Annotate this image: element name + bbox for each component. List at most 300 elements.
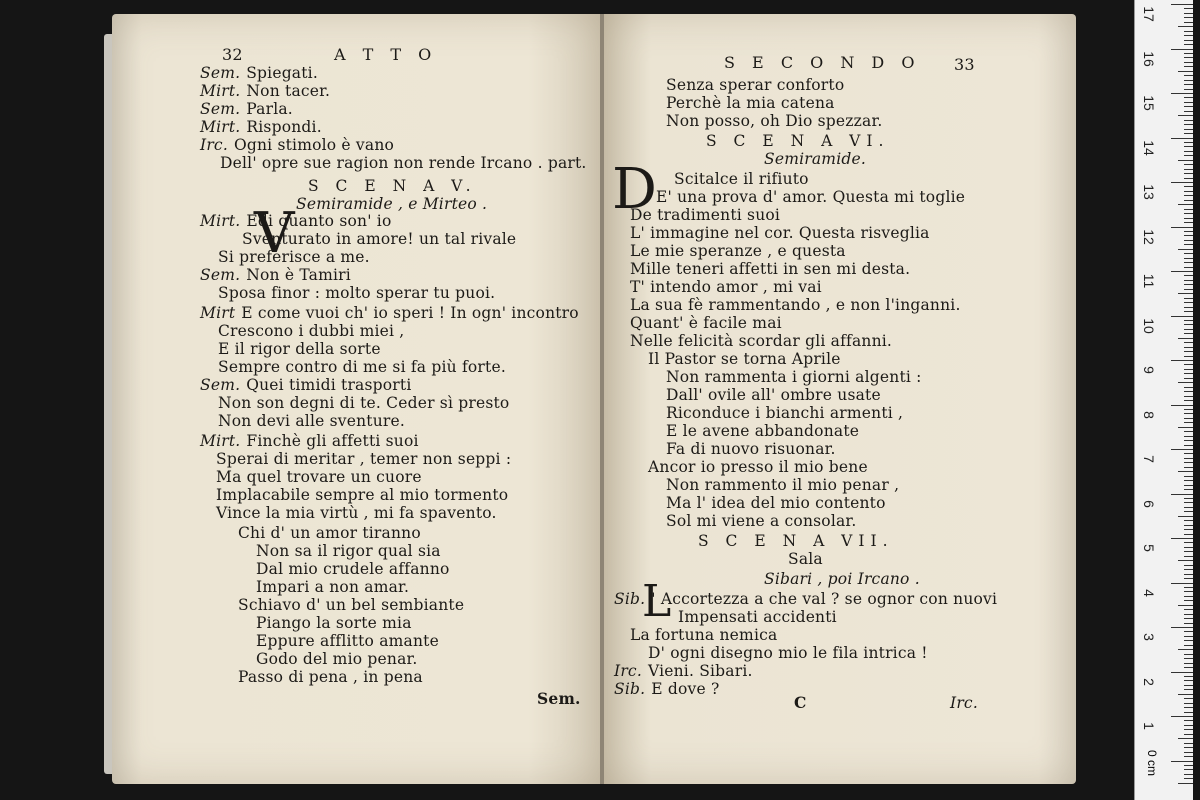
- text-line: [216, 504, 497, 522]
- line-text: De tradimenti suoi: [630, 206, 781, 224]
- line-text: Spiegati.: [246, 64, 318, 82]
- ruler-tick: [1184, 453, 1193, 454]
- ruler-tick: [1178, 427, 1193, 428]
- line-text: Il Pastor se torna Aprile: [648, 350, 841, 368]
- ruler-tick: [1184, 725, 1193, 726]
- text-line: [666, 368, 922, 386]
- ruler-tick: [1184, 84, 1193, 85]
- speaker-label: Sib.: [614, 680, 646, 698]
- line-text: Impari a non amar.: [256, 578, 410, 596]
- speaker-label: Mirt.: [200, 82, 241, 100]
- ruler-label: 2: [1141, 677, 1157, 686]
- ruler-tick: [1184, 600, 1193, 601]
- ruler-tick: [1184, 565, 1193, 566]
- ruler-tick: [1178, 249, 1193, 250]
- line-text: Nelle felicità scordar gli affanni.: [630, 332, 893, 350]
- ruler-label: 5: [1141, 544, 1157, 552]
- line-text: Rispondi.: [246, 118, 322, 136]
- text-line: [256, 650, 418, 668]
- line-text: Non posso, oh Dio spezzar.: [666, 112, 883, 130]
- ruler-tick: [1184, 578, 1193, 579]
- ruler-tick: [1178, 293, 1193, 294]
- ruler-tick: [1184, 525, 1193, 526]
- ruler-tick: [1184, 97, 1193, 98]
- line-text: Senza sperar conforto: [666, 76, 845, 94]
- text-line: [630, 296, 961, 314]
- ruler-tick: [1178, 204, 1193, 205]
- ruler-tick: [1184, 743, 1193, 744]
- ruler-tick: [1171, 583, 1193, 584]
- ruler-tick: [1184, 231, 1193, 232]
- ruler-tick: [1184, 640, 1193, 641]
- ruler-tick: [1184, 244, 1193, 245]
- text-line: [788, 550, 823, 568]
- speaker-label: Sem.: [200, 64, 241, 82]
- ruler-tick: [1184, 218, 1193, 219]
- line-text: Ma l' idea del mio contento: [666, 494, 886, 512]
- text-line: [200, 266, 351, 284]
- ruler-tick: [1184, 200, 1193, 201]
- ruler-tick: [1184, 17, 1193, 18]
- ruler-tick: [1184, 8, 1193, 9]
- text-line: [256, 560, 450, 578]
- ruler-tick: [1184, 53, 1193, 54]
- dropcap-l: L: [642, 576, 672, 627]
- ruler-tick: [1184, 329, 1193, 330]
- ruler-tick: [1184, 320, 1193, 321]
- text-line: [200, 100, 293, 118]
- text-line: [218, 358, 506, 376]
- ruler-tick: [1184, 480, 1193, 481]
- line-text: Non rammenta i giorni algenti :: [666, 368, 922, 386]
- line-text: Crescono i dubbi miei ,: [218, 322, 405, 340]
- ruler-tick: [1184, 178, 1193, 179]
- ruler-tick: [1184, 124, 1193, 125]
- ruler-tick: [1178, 115, 1193, 116]
- ruler-tick: [1171, 93, 1193, 94]
- ruler-tick: [1184, 311, 1193, 312]
- text-line: [200, 432, 419, 450]
- line-text: Ogni stimolo è vano: [233, 136, 395, 154]
- line-text: E il rigor della sorte: [218, 340, 381, 358]
- ruler-tick: [1184, 120, 1193, 121]
- line-text: Fa di nuovo risuonar.: [666, 440, 836, 458]
- line-text: La sua fè rammentando , e non l'inganni.: [630, 296, 961, 314]
- ruler-tick: [1184, 129, 1193, 130]
- ruler-tick: [1184, 262, 1193, 263]
- ruler-tick: [1184, 111, 1193, 112]
- text-line: [630, 332, 892, 350]
- ruler-tick: [1184, 213, 1193, 214]
- ruler-tick: [1184, 778, 1193, 779]
- dropcap-v: V: [254, 201, 295, 266]
- ruler-tick: [1184, 458, 1193, 459]
- ruler-tick: [1184, 685, 1193, 686]
- line-text: Non è Tamiri: [246, 266, 351, 284]
- ruler-tick: [1184, 747, 1193, 748]
- ruler-tick: [1184, 102, 1193, 103]
- ruler-tick: [1184, 654, 1193, 655]
- ruler-tick: [1178, 516, 1193, 517]
- ruler-label: 3: [1141, 633, 1157, 641]
- running-head-right: S E C O N D O: [724, 53, 921, 72]
- line-text: Scitalce il rifiuto: [674, 170, 809, 188]
- text-line: [656, 188, 965, 206]
- ruler-tick: [1171, 494, 1193, 495]
- line-text: E le avene abbandonate: [666, 422, 860, 440]
- line-text: Non tacer.: [246, 82, 331, 100]
- ruler-tick: [1184, 676, 1193, 677]
- ruler-tick: [1184, 587, 1193, 588]
- speaker-label: Irc.: [614, 662, 642, 680]
- ruler-tick: [1184, 289, 1193, 290]
- text-line: [648, 350, 841, 368]
- line-text: Riconduce i bianchi armenti ,: [666, 404, 904, 422]
- running-head-left: A T T O: [334, 45, 438, 64]
- speaker-label: Sem.: [200, 100, 241, 118]
- line-text: Edi quanto son' io: [246, 212, 392, 230]
- text-line: [256, 578, 409, 596]
- ruler-tick: [1184, 502, 1193, 503]
- line-text: Dell' opre sue ragion non rende Ircano . part.: [220, 154, 587, 172]
- ruler-tick: [1178, 338, 1193, 339]
- ruler-tick: [1184, 752, 1193, 753]
- ruler-tick: [1184, 378, 1193, 379]
- ruler-tick: [1184, 645, 1193, 646]
- catchword-left: Sem.: [537, 689, 581, 708]
- ruler-tick: [1184, 507, 1193, 508]
- ruler-tick: [1184, 462, 1193, 463]
- line-text: D' ogni disegno mio le fila intrica !: [648, 644, 928, 662]
- line-text: Le mie speranze , e questa: [630, 242, 846, 260]
- right-page: [604, 14, 1076, 784]
- text-line: [200, 64, 318, 82]
- ruler-tick: [1184, 89, 1193, 90]
- ruler-tick: [1178, 605, 1193, 606]
- ruler-tick: [1184, 142, 1193, 143]
- text-line: [666, 76, 844, 94]
- text-line: [200, 118, 322, 136]
- ruler-tick: [1184, 195, 1193, 196]
- ruler-tick: [1178, 649, 1193, 650]
- ruler-tick: [1184, 164, 1193, 165]
- line-text: Vieni. Sibari.: [647, 662, 753, 680]
- open-book: [112, 14, 1076, 784]
- line-text: Sol mi viene a consolar.: [666, 512, 857, 530]
- ruler-tick: [1184, 569, 1193, 570]
- ruler-tick: [1184, 574, 1193, 575]
- text-line: [764, 570, 920, 588]
- text-line: [216, 468, 422, 486]
- ruler-tick: [1184, 280, 1193, 281]
- ruler-tick: [1184, 689, 1193, 690]
- ruler-tick: [1184, 284, 1193, 285]
- ruler-tick: [1184, 333, 1193, 334]
- text-line: [218, 394, 509, 412]
- ruler-tick: [1178, 471, 1193, 472]
- ruler-tick: [1184, 534, 1193, 535]
- ruler-tick: [1184, 31, 1193, 32]
- text-line: [764, 150, 866, 168]
- line-text: Semiramide.: [764, 150, 866, 168]
- ruler-tick: [1171, 449, 1193, 450]
- ruler-tick: [1184, 667, 1193, 668]
- ruler-tick: [1184, 347, 1193, 348]
- ruler-tick: [1184, 13, 1193, 14]
- ruler-tick: [1184, 302, 1193, 303]
- ruler-tick: [1184, 351, 1193, 352]
- ruler-tick: [1178, 382, 1193, 383]
- line-text: S C E N A VI.: [706, 132, 890, 150]
- ruler-tick: [1184, 409, 1193, 410]
- ruler-tick: [1171, 627, 1193, 628]
- speaker-label: Irc.: [200, 136, 228, 154]
- text-line: [200, 82, 330, 100]
- line-text: Non devi alle sventure.: [218, 412, 405, 430]
- ruler-tick: [1184, 663, 1193, 664]
- ruler-tick: [1184, 765, 1193, 766]
- ruler-tick: [1184, 342, 1193, 343]
- text-line: [308, 177, 477, 195]
- speaker-label: Mirt.: [200, 212, 241, 230]
- line-text: Piango la sorte mia: [256, 614, 412, 632]
- line-text: Sala: [788, 550, 823, 568]
- line-text: Parla.: [246, 100, 293, 118]
- ruler-tick: [1184, 431, 1193, 432]
- ruler-tick: [1184, 191, 1193, 192]
- line-text: Finchè gli affetti suoi: [246, 432, 419, 450]
- ruler-tick: [1171, 138, 1193, 139]
- ruler-tick: [1184, 707, 1193, 708]
- text-line: [630, 242, 846, 260]
- text-line: [698, 532, 894, 550]
- ruler-label: 6: [1141, 499, 1157, 508]
- line-text: E come vuoi ch' io speri ! In ogn' incontro: [241, 304, 579, 322]
- text-line: [256, 632, 439, 650]
- ruler-tick: [1184, 146, 1193, 147]
- ruler-tick: [1171, 716, 1193, 717]
- ruler-tick: [1184, 356, 1193, 357]
- ruler-label: 8: [1141, 410, 1157, 419]
- speaker-label: Sem.: [200, 376, 241, 394]
- text-line: [200, 136, 394, 154]
- ruler-tick: [1184, 712, 1193, 713]
- ruler-label: 9: [1141, 366, 1157, 374]
- text-line: [630, 278, 822, 296]
- line-text: Non rammento il mio penar ,: [666, 476, 900, 494]
- text-line: [218, 340, 381, 358]
- ruler-tick: [1171, 538, 1193, 539]
- speaker-label: Mirt.: [200, 432, 241, 450]
- text-line: [674, 170, 809, 188]
- ruler-tick: [1178, 160, 1193, 161]
- line-text: Sibari , poi Ircano .: [764, 570, 920, 588]
- text-line: [256, 614, 412, 632]
- ruler-tick: [1184, 774, 1193, 775]
- text-line: [220, 154, 587, 172]
- text-line: [666, 422, 859, 440]
- dropcap-d: D: [612, 157, 657, 222]
- ruler-tick: [1184, 489, 1193, 490]
- text-line: [238, 524, 421, 542]
- line-text: Impensati accidenti: [678, 608, 837, 626]
- ruler-tick: [1184, 151, 1193, 152]
- ruler-tick: [1184, 623, 1193, 624]
- speaker-label: Sib.: [614, 590, 646, 608]
- ruler-tick: [1184, 240, 1193, 241]
- ruler-tick: [1184, 485, 1193, 486]
- line-text: Sposa finor : molto sperar tu puoi.: [218, 284, 496, 302]
- line-text: Semiramide , e Mirteo .: [296, 195, 488, 213]
- left-page: [112, 14, 602, 784]
- line-text: Mille teneri affetti in sen mi desta.: [630, 260, 911, 278]
- ruler-tick: [1184, 467, 1193, 468]
- ruler-label: 15: [1141, 95, 1157, 111]
- line-text: Schiavo d' un bel sembiante: [238, 596, 465, 614]
- line-text: Perchè la mia catena: [666, 94, 835, 112]
- text-line: [666, 476, 899, 494]
- ruler-label: 16: [1141, 50, 1157, 67]
- line-text: Si preferisce a me.: [218, 248, 370, 266]
- text-line: [218, 412, 405, 430]
- ruler-tick: [1184, 418, 1193, 419]
- ruler-label: 12: [1141, 228, 1157, 245]
- page-number-left: 32: [222, 45, 243, 64]
- text-line: [666, 386, 881, 404]
- line-text: ' Accortezza a che val ? se ognor con nuovi: [651, 590, 998, 608]
- text-line: [666, 494, 886, 512]
- text-line: [630, 314, 782, 332]
- ruler-tick: [1184, 253, 1193, 254]
- line-text: E dove ?: [651, 680, 720, 698]
- ruler-tick: [1184, 769, 1193, 770]
- ruler-tick: [1184, 155, 1193, 156]
- ruler-tick: [1184, 57, 1193, 58]
- ruler-tick: [1184, 440, 1193, 441]
- ruler-tick: [1184, 756, 1193, 757]
- ruler-tick: [1184, 373, 1193, 374]
- ruler-tick: [1171, 316, 1193, 317]
- text-line: [200, 376, 412, 394]
- line-text: Implacabile sempre al mio tormento: [216, 486, 509, 504]
- ruler-tick: [1184, 609, 1193, 610]
- text-line: [678, 608, 837, 626]
- line-text: Vince la mia virtù , mi fa spavento.: [216, 504, 497, 522]
- text-line: [614, 680, 720, 698]
- ruler-tick: [1184, 729, 1193, 730]
- text-line: [216, 486, 508, 504]
- line-text: La fortuna nemica: [630, 626, 778, 644]
- ruler-tick: [1184, 44, 1193, 45]
- catchword-right: Irc.: [950, 694, 978, 712]
- text-line: [630, 224, 930, 242]
- ruler-tick: [1184, 258, 1193, 259]
- ruler-tick: [1184, 235, 1193, 236]
- ruler-label: 11: [1141, 273, 1157, 289]
- ruler-tick: [1184, 35, 1193, 36]
- ruler-tick: [1184, 209, 1193, 210]
- ruler-label: 1: [1141, 722, 1157, 730]
- ruler-tick: [1184, 703, 1193, 704]
- text-line: [200, 304, 579, 322]
- ruler-tick: [1171, 405, 1193, 406]
- ruler-tick: [1184, 364, 1193, 365]
- ruler-tick: [1184, 614, 1193, 615]
- ruler-tick: [1184, 734, 1193, 735]
- ruler-tick: [1184, 369, 1193, 370]
- text-line: [666, 112, 883, 130]
- line-text: Non sa il rigor qual sia: [256, 542, 441, 560]
- ruler-tick: [1184, 476, 1193, 477]
- ruler-tick: [1184, 422, 1193, 423]
- ruler-tick: [1184, 75, 1193, 76]
- ruler-label: 7: [1141, 455, 1157, 463]
- ruler-tick: [1184, 169, 1193, 170]
- ruler-tick: [1184, 173, 1193, 174]
- text-line: [666, 512, 856, 530]
- ruler-tick: [1184, 520, 1193, 521]
- line-text: Sventurato in amore! un tal rivale: [242, 230, 517, 248]
- ruler-tick: [1184, 618, 1193, 619]
- ruler-tick: [1184, 636, 1193, 637]
- ruler-tick: [1171, 49, 1193, 50]
- text-line: [648, 644, 928, 662]
- ruler-tick: [1171, 227, 1193, 228]
- ruler-tick: [1184, 80, 1193, 81]
- ruler-tick: [1178, 694, 1193, 695]
- text-line: [218, 284, 495, 302]
- measuring-ruler: [1134, 0, 1193, 800]
- ruler-tick: [1184, 529, 1193, 530]
- ruler-tick: [1184, 307, 1193, 308]
- line-text: Ancor io presso il mio bene: [648, 458, 868, 476]
- ruler-label: 10: [1141, 317, 1157, 334]
- ruler-label: 4: [1141, 588, 1157, 597]
- text-line: [296, 195, 487, 213]
- text-line: [238, 596, 464, 614]
- ruler-tick: [1184, 658, 1193, 659]
- ruler-tick: [1184, 387, 1193, 388]
- line-text: T' intendo amor , mi vai: [630, 278, 822, 296]
- ruler-tick: [1178, 560, 1193, 561]
- text-line: [648, 458, 868, 476]
- text-line: [216, 450, 511, 468]
- ruler-tick: [1184, 680, 1193, 681]
- ruler-label: 14: [1141, 139, 1157, 156]
- line-text: Sempre contro di me si fa più forte.: [218, 358, 506, 376]
- text-line: [218, 322, 404, 340]
- text-line: [630, 260, 910, 278]
- line-text: Quant' è facile mai: [630, 314, 782, 332]
- ruler-tick: [1171, 182, 1193, 183]
- ruler-unit: 0 cm: [1145, 749, 1160, 777]
- ruler-tick: [1184, 298, 1193, 299]
- ruler-tick: [1184, 275, 1193, 276]
- line-text: E' una prova d' amor. Questa mi toglie: [656, 188, 966, 206]
- speaker-label: Sem.: [200, 266, 241, 284]
- ruler-label: 17: [1141, 6, 1157, 22]
- ruler-tick: [1184, 186, 1193, 187]
- ruler-tick: [1171, 4, 1193, 5]
- ruler-tick: [1184, 413, 1193, 414]
- ruler-tick: [1184, 391, 1193, 392]
- page-number-right: 33: [954, 55, 975, 74]
- ruler-tick: [1184, 324, 1193, 325]
- speaker-label: Mirt: [200, 304, 236, 322]
- text-line: [666, 404, 903, 422]
- text-line: [200, 212, 392, 230]
- signature-mark: C: [794, 693, 807, 712]
